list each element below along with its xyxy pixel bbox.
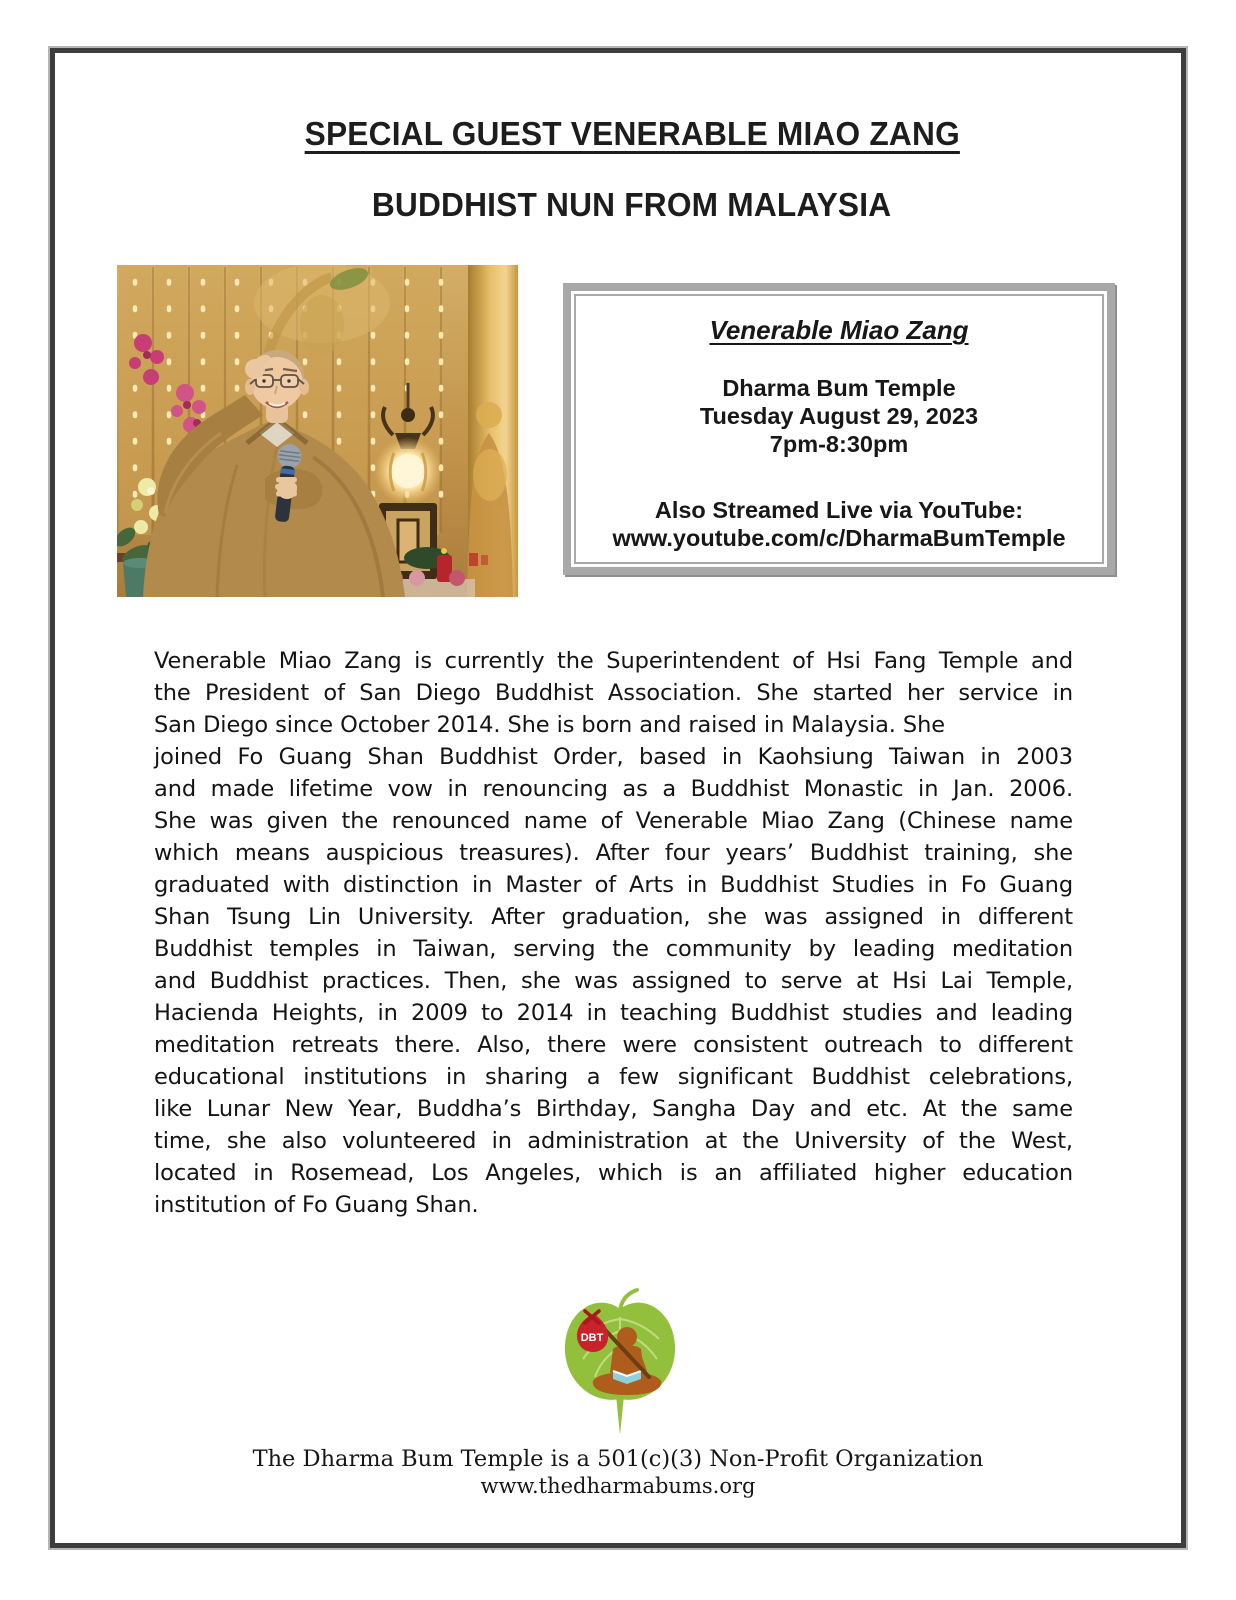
leaf-tip bbox=[616, 1395, 624, 1435]
event-time: 7pm-8:30pm bbox=[769, 431, 909, 457]
page-title-row bbox=[154, 115, 1110, 153]
page-subtitle-row bbox=[154, 186, 1110, 224]
event-venue: Dharma Bum Temple bbox=[722, 375, 956, 401]
bio-line: which means auspicious treasures). After four years’ Buddhist training, she bbox=[154, 840, 1073, 866]
stream-note: Also Streamed Live via YouTube: bbox=[654, 497, 1024, 523]
speaker-photo-illustration bbox=[117, 265, 518, 597]
bio-line: and made lifetime vow in renouncing as a Buddhist Monastic in Jan. 2006. bbox=[154, 776, 1073, 802]
page-title: SPECIAL GUEST VENERABLE MIAO ZANG bbox=[304, 115, 960, 152]
speaker-name: Venerable Miao Zang bbox=[709, 315, 969, 345]
bio-line: Hacienda Heights, in 2009 to 2014 in teaching Buddhist studies and leading bbox=[154, 1000, 1073, 1026]
flyer-page bbox=[50, 48, 1186, 1548]
event-info-box-gap bbox=[571, 291, 1107, 567]
logo-badge-text: DBT bbox=[580, 1332, 604, 1344]
bio-line: educational institutions in sharing a few significant Buddhist celebrations, bbox=[154, 1064, 1073, 1090]
bodhi-leaf-logo-icon bbox=[555, 1287, 685, 1437]
footer bbox=[55, 1445, 1181, 1499]
bio-paragraph bbox=[154, 645, 1073, 1221]
bio-line: Venerable Miao Zang is currently the Superintendent of Hsi Fang Temple and bbox=[154, 648, 1073, 674]
page-subtitle: BUDDHIST NUN FROM MALAYSIA bbox=[372, 186, 892, 223]
event-date: Tuesday August 29, 2023 bbox=[699, 403, 979, 429]
footer-website: www.thedharmabums.org bbox=[480, 1474, 756, 1498]
stream-url: www.youtube.com/c/DharmaBumTemple bbox=[612, 525, 1066, 551]
dbt-logo bbox=[555, 1287, 685, 1437]
event-info-box-inner bbox=[574, 294, 1104, 564]
bio-line: located in Rosemead, Los Angeles, which is an affiliated higher education bbox=[154, 1160, 1073, 1186]
bio-line: and Buddhist practices. Then, she was assigned to serve at Hsi Lai Temple, bbox=[154, 968, 1073, 994]
bio-line: Buddhist temples in Taiwan, serving the community by leading meditation bbox=[154, 936, 1073, 962]
bio-line: time, she also volunteered in administration at the University of the West, bbox=[154, 1128, 1073, 1154]
bio-line: Shan Tsung Lin University. After graduation, she was assigned in different bbox=[154, 904, 1073, 930]
footer-nonprofit-line: The Dharma Bum Temple is a 501(c)(3) Non-Profit Organization bbox=[252, 1446, 984, 1472]
bio-line: graduated with distinction in Master of Arts in Buddhist Studies in Fo Guang bbox=[154, 872, 1073, 898]
bio-line: San Diego since October 2014. She is born and raised in Malaysia. She bbox=[154, 712, 945, 738]
bio-line: meditation retreats there. Also, there were consistent outreach to different bbox=[154, 1032, 1073, 1058]
bio-line: She was given the renounced name of Venerable Miao Zang (Chinese name bbox=[154, 808, 1073, 834]
flyer-page-inner bbox=[55, 53, 1181, 1543]
mic-hand bbox=[275, 477, 297, 499]
event-info-box bbox=[563, 283, 1115, 575]
bio-line: joined Fo Guang Shan Buddhist Order, based in Kaohsiung Taiwan in 2003 bbox=[154, 744, 1073, 770]
golden-pillar bbox=[467, 265, 518, 597]
bio-line: institution of Fo Guang Shan. bbox=[154, 1192, 479, 1218]
speaker-photo bbox=[117, 265, 518, 597]
bio-line: like Lunar New Year, Buddha’s Birthday, Sangha Day and etc. At the same bbox=[154, 1096, 1073, 1122]
bio-line: the President of San Diego Buddhist Association. She started her service in bbox=[154, 680, 1073, 706]
